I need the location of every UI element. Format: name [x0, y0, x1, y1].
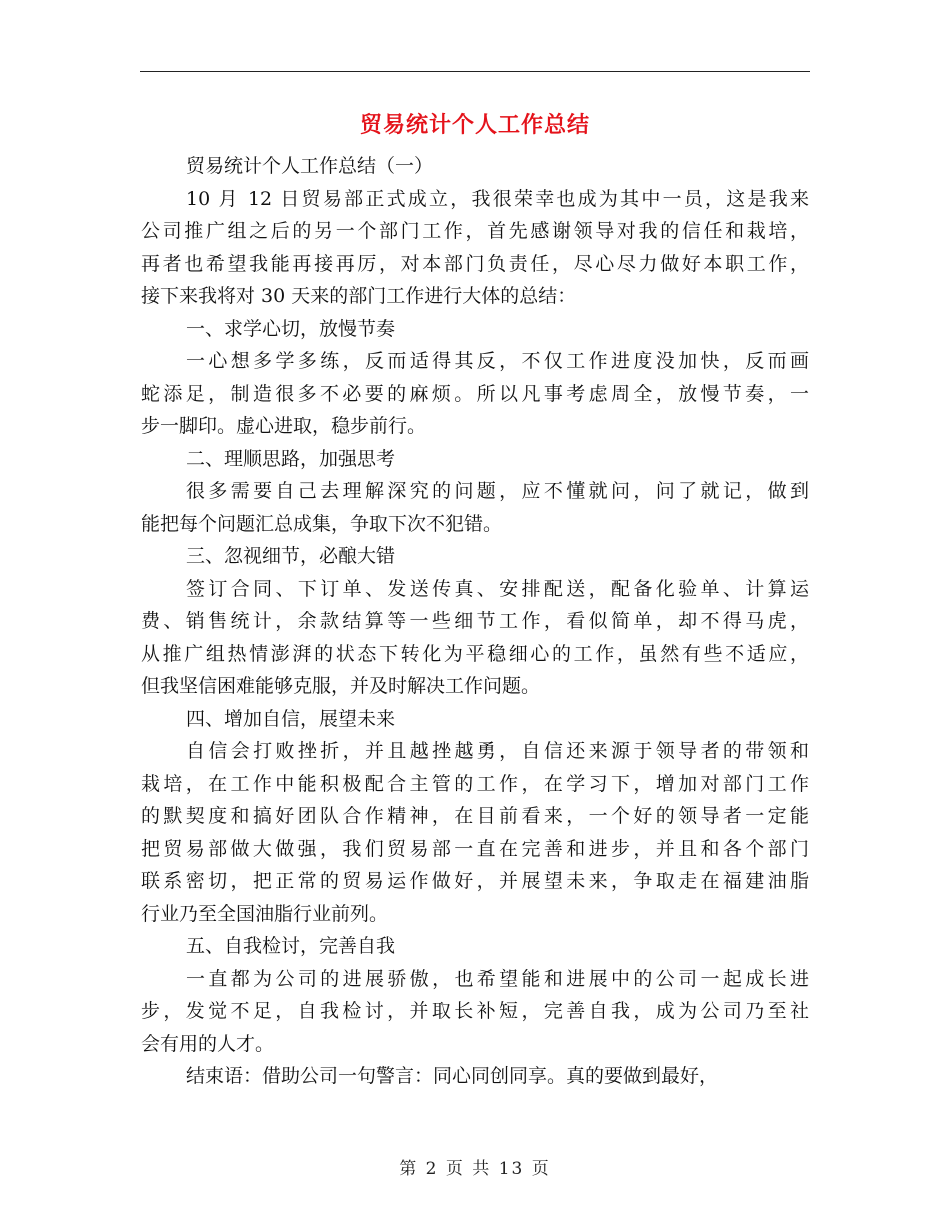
section-heading: 四、增加自信，展望未来	[186, 707, 396, 730]
paragraph-line: 行业乃至全国油脂行业前列。	[141, 902, 389, 925]
paragraph-line: 自信会打败挫折，并且越挫越勇，自信还来源于领导者的带领和	[186, 740, 809, 762]
section-heading: 二、理顺思路，加强思考	[186, 447, 396, 470]
paragraph-line: 步，发觉不足，自我检讨，并取长补短，完善自我，成为公司乃至社	[141, 1000, 809, 1022]
paragraph-line: 很多需要自己去理解深究的问题，应不懂就问，问了就记，做到	[186, 480, 809, 502]
paragraph-line: 把贸易部做大做强，我们贸易部一直在完善和进步，并且和各个部门	[141, 837, 809, 860]
paragraph-line: 10 月 12 日贸易部正式成立，我很荣幸也成为其中一员，这是我来	[186, 187, 809, 210]
paragraph-line: 签订合同、下订单、发送传真、安排配送，配备化验单、计算运	[186, 577, 809, 600]
paragraph-line: 步一脚印。虚心进取，稳步前行。	[141, 415, 427, 437]
paragraph-line: 一心想多学多练，反而适得其反，不仅工作进度没加快，反而画	[186, 350, 809, 372]
paragraph-line: 接下来我将对 30 天来的部门工作进行大体的总结：	[141, 285, 577, 307]
header-rule	[140, 71, 810, 72]
paragraph-line: 结束语：借助公司一句警言：同心同创同享。真的要做到最好，	[186, 1065, 719, 1087]
paragraph-line: 会有用的人才。	[141, 1032, 275, 1055]
section-heading: 五、自我检讨，完善自我	[186, 935, 396, 957]
section-heading: 三、忽视细节，必酿大错	[186, 545, 396, 567]
paragraph-line: 再者也希望我能再接再厉，对本部门负责任，尽心尽力做好本职工作，	[141, 252, 809, 275]
document-title: 贸易统计个人工作总结	[359, 112, 590, 138]
paragraph-line: 联系密切，把正常的贸易运作做好，并展望未来，争取走在福建油脂	[141, 870, 809, 892]
document-body	[141, 150, 809, 1093]
paragraph-line: 费、销售统计，余款结算等一些细节工作，看似简单，却不得马虎，	[141, 610, 809, 632]
paragraph-line: 能把每个问题汇总成集，争取下次不犯错。	[141, 512, 503, 535]
paragraph-line: 一直都为公司的进展骄傲，也希望能和进展中的公司一起成长进	[186, 967, 809, 990]
section-heading: 一、求学心切，放慢节奏	[186, 317, 396, 340]
paragraph-line: 但我坚信困难能够克服，并及时解决工作问题。	[141, 675, 541, 697]
paragraph-line: 栽培，在工作中能积极配合主管的工作，在学习下，增加对部门工作	[141, 772, 809, 795]
paragraph-line: 蛇添足，制造很多不必要的麻烦。所以凡事考虑周全，放慢节奏，一	[141, 382, 809, 405]
paragraph-line: 从推广组热情澎湃的状态下转化为平稳细心的工作，虽然有些不适应，	[141, 642, 809, 665]
page-number: 第 2 页 共 13 页	[399, 1159, 551, 1179]
paragraph-line: 的默契度和搞好团队合作精神，在目前看来，一个好的领导者一定能	[141, 805, 809, 827]
paragraph-line: 公司推广组之后的另一个部门工作，首先感谢领导对我的信任和栽培，	[141, 220, 809, 242]
subtitle: 贸易统计个人工作总结（一）	[186, 155, 434, 177]
